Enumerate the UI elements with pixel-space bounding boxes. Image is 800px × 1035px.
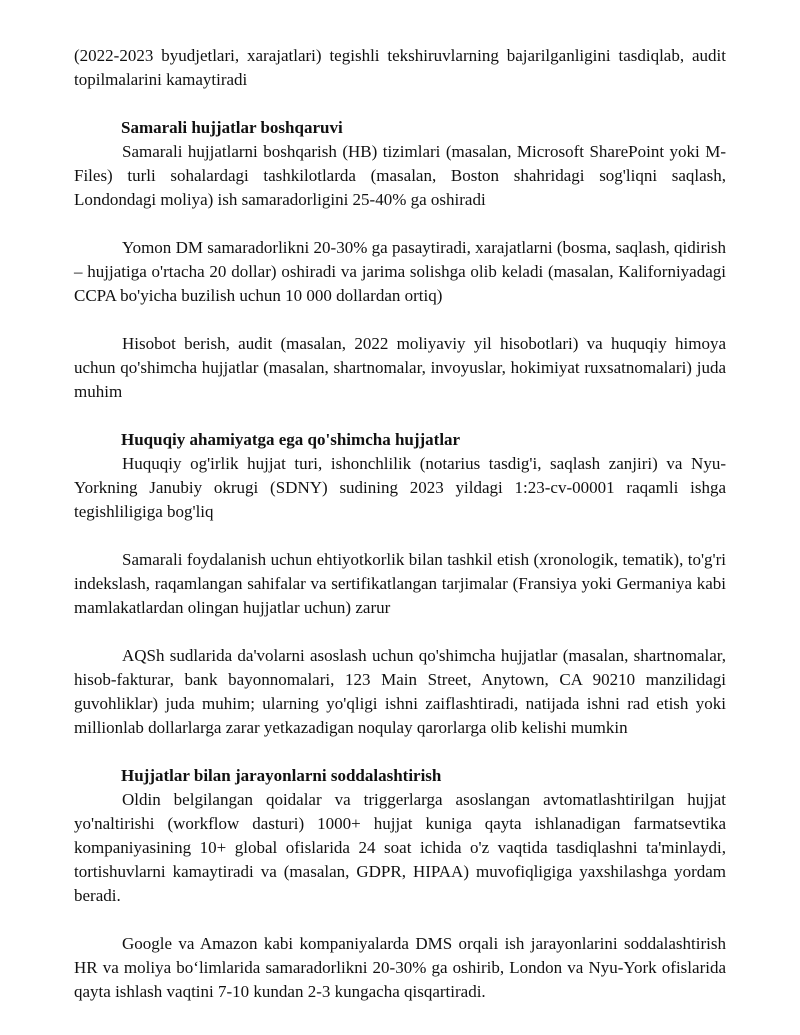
section-heading: Huquqiy ahamiyatga ega qo'shimcha hujjatlar <box>121 430 461 449</box>
spacer <box>74 740 726 764</box>
paragraph: Samarali hujjatlarni boshqarish (HB) tizimlari (masalan, Microsoft SharePoint yoki M-Files) turli sohalardagi tashkilotlarda (masalan, Boston shahridagi sog'liqni saqlash, Londondagi moliya) ish samaradorligini 25-40% ga oshiradi <box>74 142 726 209</box>
section-heading: Hujjatlar bilan jarayonlarni soddalashtirish <box>121 766 442 785</box>
document-page <box>74 44 726 1004</box>
spacer <box>74 524 726 548</box>
spacer <box>74 620 726 644</box>
paragraph: AQSh sudlarida da'volarni asoslash uchun qo'shimcha hujjatlar (masalan, shartnomalar, hisob-fakturar, bank bayonnomalari, 123 Main Street, Anytown, CA 90210 manzilidagi guvohliklar) juda muhim; ularning yo'qligi ishni zaiflashtiradi, natijada ishni rad etish yoki millionlab dollarlarga zarar yetkazadigan noqulay qarorlarga olib kelishi mumkin <box>74 646 726 737</box>
section-legal-documents <box>74 428 726 740</box>
paragraph: Google va Amazon kabi kompaniyalarda DMS orqali ish jarayonlarini soddalashtirish HR va moliya bo‘limlarida samaradorlikni 20-30% ga oshirib, London va Nyu-York ofislarida qayta ishlash vaqtini 7-10 kundan 2-3 kungacha qisqartiradi. <box>74 934 726 1001</box>
paragraph: Samarali foydalanish uchun ehtiyotkorlik bilan tashkil etish (xronologik, tematik), to'g'ri indekslash, raqamlangan sahifalar va sertifikatlangan tarjimalar (Fransiya yoki Germaniya kabi mamlakatlardan olingan hujjatlar uchun) zarur <box>74 550 726 617</box>
section-heading: Samarali hujjatlar boshqaruvi <box>121 118 343 137</box>
intro-paragraph: (2022-2023 byudjetlari, xarajatlari) tegishli tekshiruvlarning bajarilganligini tasdiqlab, audit topilmalarini kamaytiradi <box>74 46 726 89</box>
spacer <box>74 404 726 428</box>
section-document-management <box>74 116 726 404</box>
spacer <box>74 908 726 932</box>
paragraph: Hisobot berish, audit (masalan, 2022 moliyaviy yil hisobotlari) va huquqiy himoya uchun qo'shimcha hujjatlar (masalan, shartnomalar, invoyuslar, hokimiyat ruxsatnomalari) juda muhim <box>74 334 726 401</box>
section-process-simplification <box>74 764 726 1004</box>
spacer <box>74 308 726 332</box>
paragraph: Yomon DM samaradorlikni 20-30% ga pasaytiradi, xarajatlarni (bosma, saqlash, qidirish – hujjatiga o'rtacha 20 dollar) oshiradi va jarima solishga olib keladi (masalan, Kaliforniyadagi CCPA bo'yicha buzilish uchun 10 000 dollardan ortiq) <box>74 238 726 305</box>
spacer <box>74 212 726 236</box>
paragraph: Huquqiy og'irlik hujjat turi, ishonchlilik (notarius tasdig'i, saqlash zanjiri) va Nyu-Yorkning Janubiy okrugi (SDNY) sudining 2023 yildagi 1:23-cv-00001 raqamli ishga tegishliligiga bog'liq <box>74 454 726 521</box>
spacer <box>74 92 726 116</box>
paragraph: Oldin belgilangan qoidalar va triggerlarga asoslangan avtomatlashtirilgan hujjat yo'naltirishi (workflow dasturi) 1000+ hujjat kuniga qayta ishlanadigan farmatsevtika kompaniyasining 10+ global ofislarida 24 soat ichida o'z vaqtida tasdiqlashni ta'minlaydi, tortishuvlarni kamaytiradi va (masalan, GDPR, HIPAA) muvofiqligiga yaxshilashga yordam beradi. <box>74 790 726 905</box>
